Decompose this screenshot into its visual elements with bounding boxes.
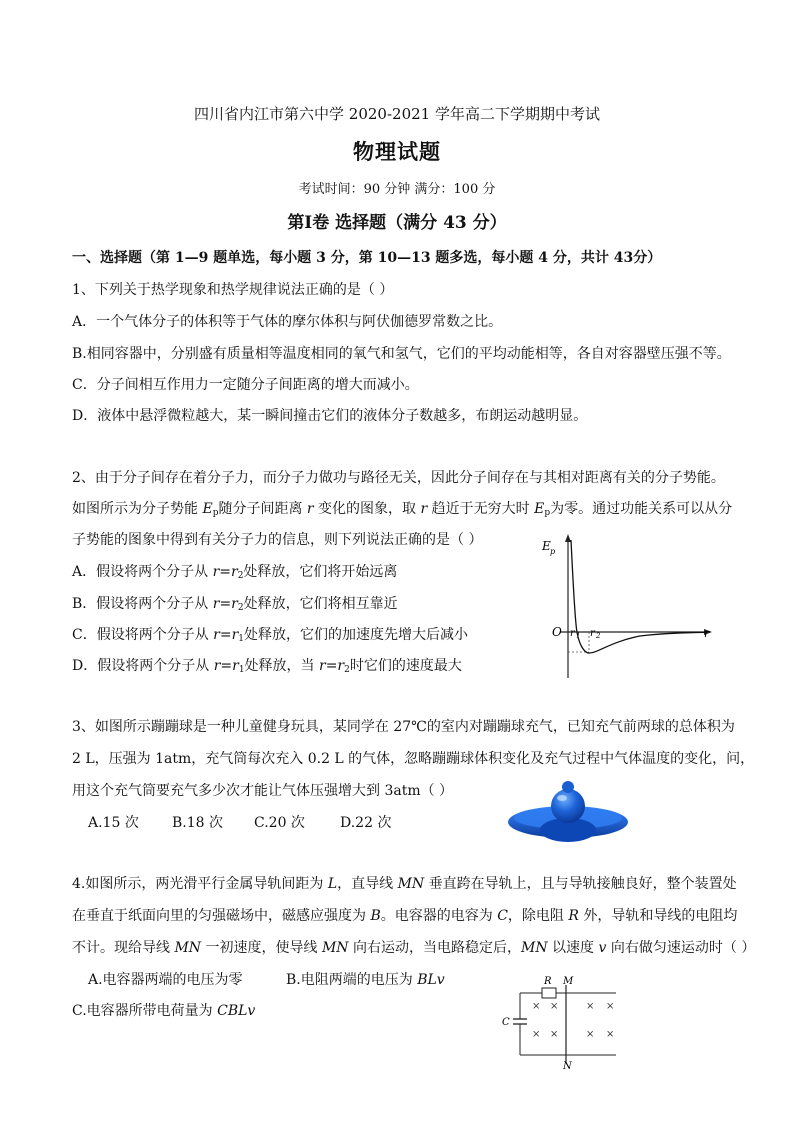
origin-label: O [552, 625, 562, 639]
q1-option-a: A．一个气体分子的体积等于气体的摩尔体积与阿伏伽德罗常数之比。 [72, 314, 503, 330]
subject-title: 物理试题 [353, 139, 441, 164]
part-title: 第Ⅰ卷 选择题（满分 43 分） [287, 213, 507, 233]
q4-line1: 4.如图所示，两光滑平行金属导轨间距为 L，直导线 MN 垂直跨在导轨上，且与导轨接触良好，整个装置处 [72, 876, 737, 892]
q2-line1: 2、由于分子间存在着分子力，而分子力做功与路径无关，因此分子间存在与其相对距离有关的分子势能。 [72, 470, 725, 486]
q3-option-b: B.18 次 [172, 815, 224, 831]
q2-option-a: A．假设将两个分子从 $r=r_2$处释放，它们将开始远离 [72, 564, 398, 581]
field-cross: × [550, 1029, 559, 1040]
q2-option-d: D．假设将两个分子从 $r=r_1$处释放，当 $r=r_2$时它们的速度最大 [72, 658, 462, 675]
q4-line2: 在垂直于纸面向里的匀强磁场中，磁感应强度为 B。电容器的电容为 C，除电阻 R 外，导轨和导线的电阻均 [72, 908, 738, 924]
q4-option-b: B.电阻两端的电压为 BLv [286, 972, 445, 988]
q1-option-c: C．分子间相互作用力一定随分子间距离的增大而减小。 [72, 377, 419, 393]
field-cross: × [550, 1001, 559, 1012]
q2-line3: 子势能的图象中得到有关分子力的信息，则下列说法正确的是（ ） [72, 532, 483, 548]
q3-line2: 2 L，压强为 1atm，充气筒每次充入 0.2 L 的气体，忽略蹦蹦球体积变化及充气过程中气体温度的变化，问， [72, 751, 755, 767]
q4-line3: 不计。现给导线 MN 一初速度，使导线 MN 向右运动，当电路稳定后，MN 以速度 v 向右做匀速运动时（ ） [72, 940, 756, 956]
label-c: C [502, 1017, 510, 1028]
exam-info: 考试时间：90 分钟 满分：100 分 [298, 182, 496, 197]
q3-line3: 用这个充气筒要充气多少次才能让气体压强增大到 3atm（ ） [72, 783, 454, 799]
ball-handle [562, 781, 574, 793]
school-title: 四川省内江市第六中学 2020-2021 学年高二下学期期中考试 [194, 105, 600, 123]
circuit-diagram [500, 973, 624, 1069]
q3-option-c: C.20 次 [254, 815, 305, 831]
q3-option-d: D.22 次 [340, 815, 392, 831]
q3-option-a: A.15 次 [88, 815, 139, 831]
field-cross: × [586, 1029, 595, 1040]
section-heading: 一、选择题（第 1—9 题单选，每小题 3 分，第 10—13 题多选，每小题 4 分，共计 43分） [72, 250, 662, 266]
field-cross: × [606, 1029, 615, 1040]
field-cross: × [532, 1001, 541, 1012]
ball-highlight [557, 795, 567, 801]
r1-label-sub: 1 [576, 632, 581, 640]
y-axis-label: E [542, 539, 551, 553]
y-axis-arrow [565, 534, 571, 542]
potential-energy-graph [530, 532, 716, 680]
field-cross: × [532, 1029, 541, 1040]
field-cross: × [606, 1001, 615, 1012]
q1-stem: 1、下列关于热学现象和热学规律说法正确的是（ ） [72, 282, 394, 298]
q3-line1: 3、如图所示蹦蹦球是一种儿童健身玩具，某同学在 27℃的室内对蹦蹦球充气，已知充气前两球的总体积为 [72, 719, 735, 735]
q2-line2: 如图所示为分子势能 $E_p$随分子间距离 r 变化的图象，取 r 趋近于无穷大时 $E_p$为零。通过功能关系可以从分 [72, 501, 733, 518]
q4-option-a: A.电容器两端的电压为零 [88, 972, 243, 988]
q2-option-c: C．假设将两个分子从 $r=r_1$处释放，它们的加速度先增大后减小 [72, 627, 469, 644]
q1-option-d: D．液体中悬浮微粒越大，某一瞬间撞击它们的液体分子数越多，布朗运动越明显。 [72, 408, 588, 424]
r1-label: r [570, 628, 575, 639]
label-r: R [544, 976, 552, 987]
q2-option-b: B．假设将两个分子从 $r=r_2$处释放，它们将相互靠近 [72, 596, 398, 613]
r2-label-sub: 2 [596, 632, 601, 640]
y-axis-label-sub: p [550, 547, 556, 556]
label-m: M [563, 976, 574, 987]
ball-top [551, 789, 585, 823]
label-n: N [563, 1061, 572, 1069]
field-cross: × [586, 1001, 595, 1012]
r2-label: r [590, 628, 595, 639]
q4-option-c: C.电容器所带电荷量为 CBLv [72, 1003, 256, 1019]
q1-option-b: B.相同容器中，分别盛有质量相等温度相同的氧气和氢气，它们的平均动能相等，各自对容器壁压强不等。 [72, 346, 731, 362]
bouncy-ball-image [505, 778, 631, 844]
resistor [542, 988, 556, 998]
x-axis-label: r [704, 627, 710, 640]
